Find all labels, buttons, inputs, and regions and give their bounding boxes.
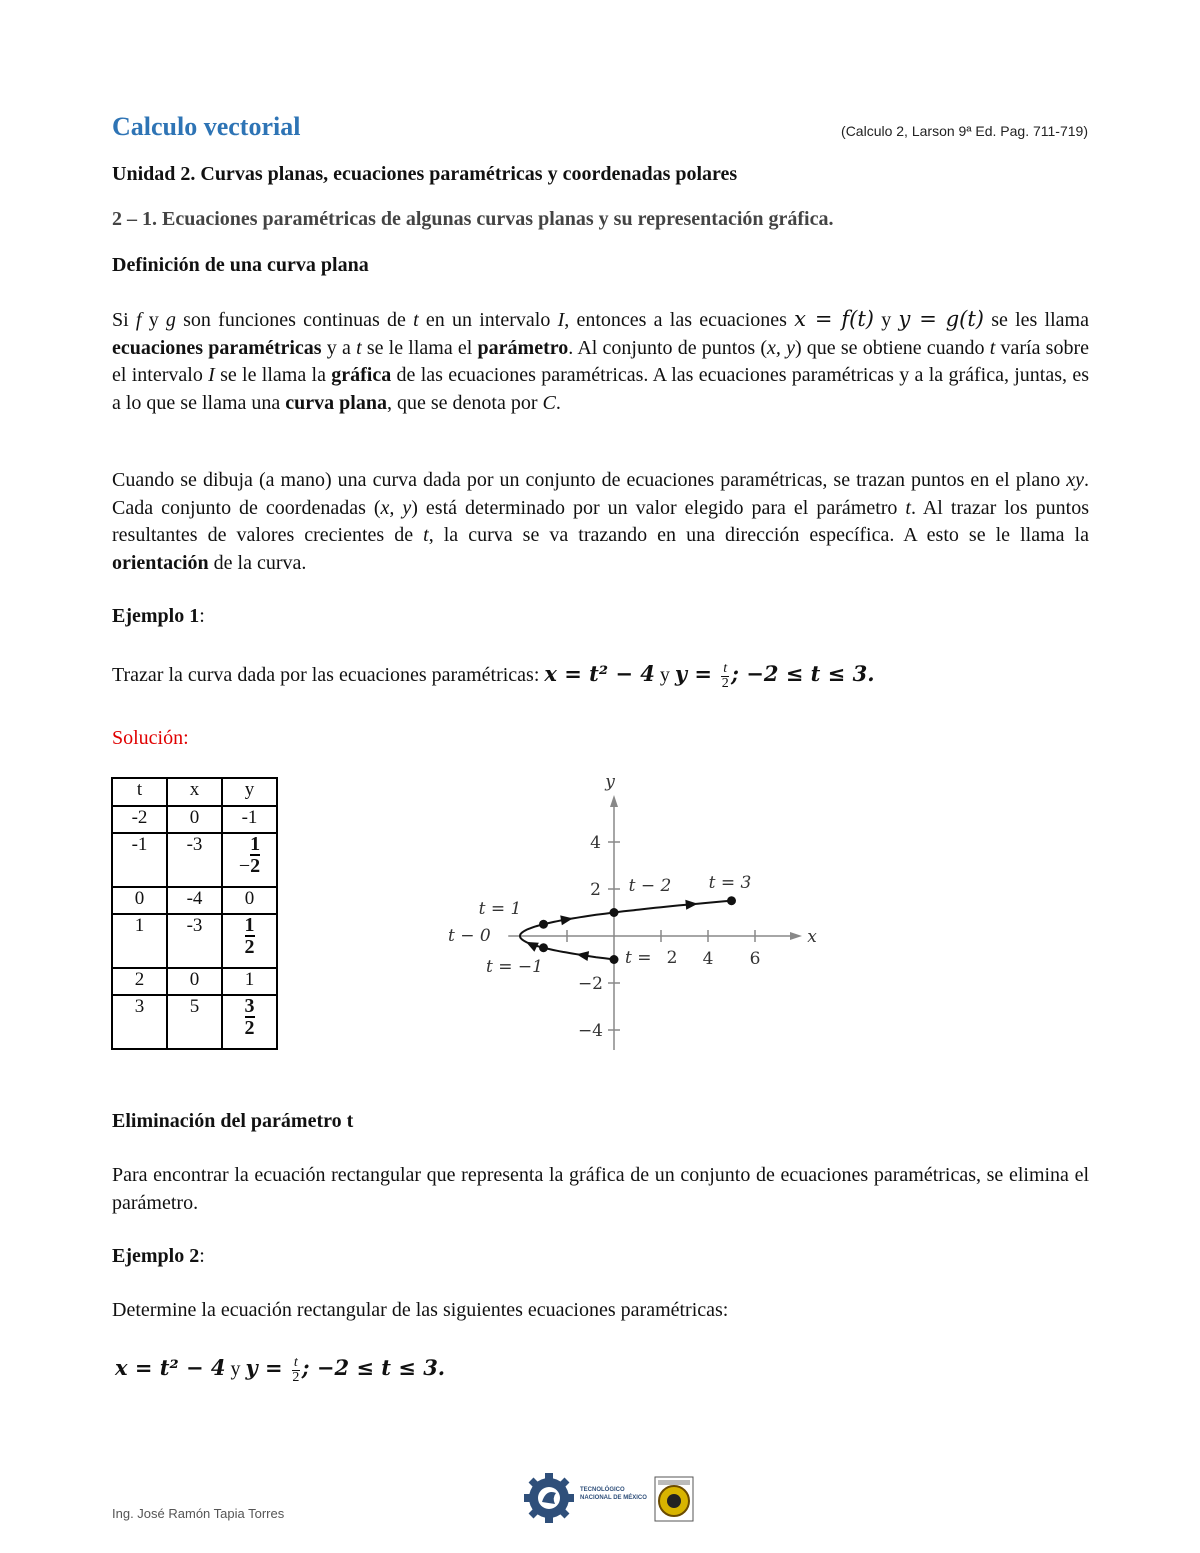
table-row	[112, 995, 277, 1049]
elimination-heading: Eliminación del parámetro t	[112, 1110, 354, 1132]
definition-heading: Definición de una curva plana	[112, 254, 369, 276]
y-tick-label: 2	[590, 880, 601, 900]
reference-note: (Calculo 2, Larson 9ª Ed. Pag. 711-719)	[841, 123, 1088, 139]
table-header-x: x	[167, 778, 222, 806]
definition-paragraph: Si f y g son funciones continuas de t en un intervalo I, entonces a las ecuaciones x = f(t) y y = g(t) se les llama ecuaciones paramétricas y a t se le llama el parámetro. Al conjunto de puntos (x, y) que se obtiene cuando t varía sobre el intervalo I se le llama la gráfica de las ecuaciones paramétricas. A las ecuaciones paramétricas y a la gráfica, juntas, es a lo que se llama una curva plana, que se denota por C.	[112, 307, 1089, 414]
table-row	[112, 914, 277, 968]
y-axis-label: y	[605, 772, 615, 792]
table-cell: 1	[112, 914, 167, 968]
label-two: 2	[666, 948, 678, 968]
orientation-arrow	[576, 951, 589, 961]
x-axis-label: x	[807, 927, 817, 947]
table-cell: 0	[167, 806, 222, 833]
curve-point	[610, 955, 619, 964]
section-title: 2 – 1. Ecuaciones paramétricas de algunas curvas planas y su representación gráfica.	[112, 208, 834, 230]
fraction-t-over-2: $\frac{t}{2}$	[721, 660, 729, 691]
example2-equation: x = t² − 4 y y = $\frac{t}{2}$ ; −2 ≤ t ≤ 3.	[115, 1354, 446, 1385]
example2-heading: Ejemplo 2:	[112, 1245, 205, 1267]
label-t-eq: t =	[625, 948, 652, 968]
y-tick-label: −4	[577, 1021, 603, 1041]
table-header-t: t	[112, 778, 167, 806]
table-cell: -4	[167, 887, 222, 914]
table-cell: -3	[167, 914, 222, 968]
unit-title: Unidad 2. Curvas planas, ecuaciones paramétricas y coordenadas polares	[112, 163, 738, 185]
table-cell: 0	[112, 887, 167, 914]
table-header-row	[112, 778, 277, 806]
document-title: Calculo vectorial	[112, 112, 301, 141]
label-t-3: t = 3	[708, 873, 752, 893]
table-cell: -1	[112, 833, 167, 887]
table-header-y: y	[222, 778, 277, 806]
table-cell: $\frac{3}{2}$	[222, 995, 277, 1049]
author-footer: Ing. José Ramón Tapia Torres	[112, 1506, 285, 1521]
example2-statement: Determine la ecuación rectangular de las siguientes ecuaciones paramétricas:	[112, 1299, 729, 1321]
y-tick-label: 4	[590, 833, 601, 853]
logo-text-line1: TECNOLÓGICO	[580, 1487, 625, 1493]
solution-label: Solución:	[112, 727, 189, 749]
table-row	[112, 887, 277, 914]
table-cell: -2	[112, 806, 167, 833]
table-cell: 5	[167, 995, 222, 1049]
elimination-paragraph: Para encontrar la ecuación rectangular que representa la gráfica de un conjunto de ecuaciones paramétricas, se elimina el parámetro.	[112, 1164, 1089, 1214]
y-tick-label: −2	[577, 974, 603, 994]
tecnm-gear-logo	[522, 1472, 578, 1524]
label-t-1: t = 1	[478, 899, 522, 919]
orientation-paragraph: Cuando se dibuja (a mano) una curva dada por un conjunto de ecuaciones paramétricas, se trazan puntos en el plano xy. Cada conjunto de coordenadas (x, y) está determinado por un valor elegido para el parámetro t. Al trazar los puntos resultantes de valores crecientes de t, la curva se va trazando en una dirección específica. A esto se le llama la orientación de la curva.	[112, 469, 1090, 574]
institute-seal	[654, 1476, 694, 1522]
x-tick-label: 6	[749, 949, 761, 969]
example1-statement: Trazar la curva dada por las ecuaciones paramétricas: x = t² − 4 y y = $\frac{t}{2}$ ; −2 ≤ t ≤ 3.	[112, 660, 875, 691]
curve-point	[727, 896, 736, 905]
x-axis-arrow	[790, 932, 802, 940]
y-axis-arrow	[610, 795, 618, 807]
table-cell: 0	[167, 968, 222, 995]
table-cell: 2	[112, 968, 167, 995]
label-t-2: t − 2	[628, 876, 672, 896]
table-cell: − $\frac{1}{2}$	[222, 833, 277, 887]
curve-point	[539, 920, 548, 929]
label-t-0: t − 0	[448, 926, 491, 946]
curve-point	[610, 908, 619, 917]
table-cell: -3	[167, 833, 222, 887]
table-row	[112, 833, 277, 887]
fraction-t-over-2: $\frac{t}{2}$	[292, 1354, 300, 1385]
logo-text-line2: NACIONAL DE MÉXICO	[580, 1495, 647, 1501]
example1-heading: Ejemplo 1:	[112, 605, 205, 627]
parametric-curve-graph	[440, 765, 830, 1060]
values-table	[111, 777, 278, 1050]
institution-logos	[522, 1472, 692, 1524]
table-cell: $\frac{1}{2}$	[222, 914, 277, 968]
table-cell: 3	[112, 995, 167, 1049]
table-cell: 0	[222, 887, 277, 914]
orientation-arrow	[560, 915, 573, 925]
x-tick-label: 4	[702, 949, 714, 969]
curve-point	[539, 943, 548, 952]
table-cell: 1	[222, 968, 277, 995]
label-t-neg1: t = −1	[486, 957, 543, 977]
table-cell: -1	[222, 806, 277, 833]
table-row	[112, 968, 277, 995]
table-row	[112, 806, 277, 833]
